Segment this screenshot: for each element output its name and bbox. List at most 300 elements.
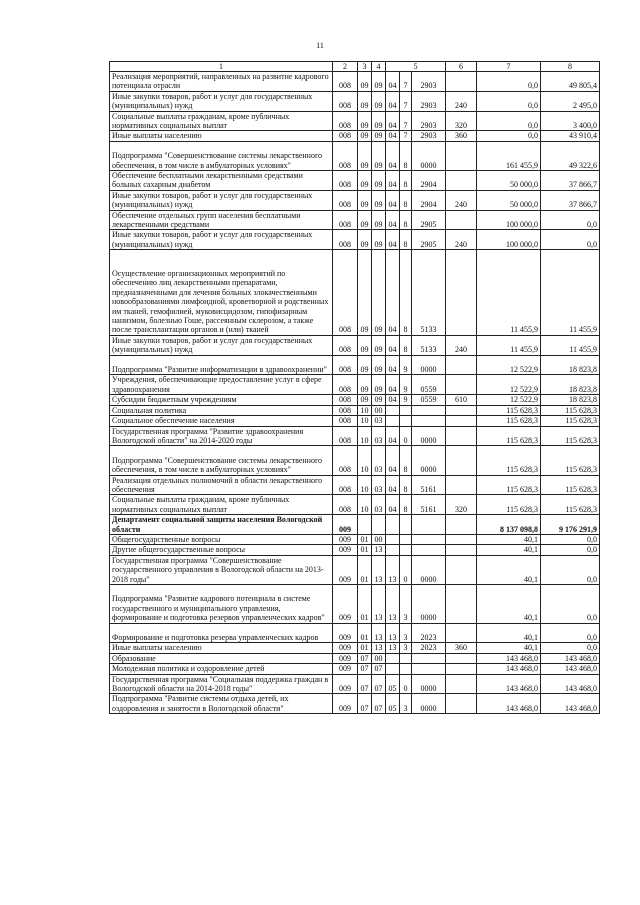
row-subsection-cell: 07 (372, 674, 386, 694)
row-subsection-cell: 13 (372, 555, 386, 584)
row-section-cell: 07 (358, 664, 372, 674)
row-subsection-cell: 09 (372, 355, 386, 375)
row-name-cell: Социальные выплаты гражданам, кроме публичных нормативных социальных выплат (110, 495, 333, 515)
row-program-code-cell: 04 (386, 426, 400, 446)
row-expense-type-cell (446, 555, 477, 584)
row-sum-2015-cell: 11 455,9 (541, 250, 600, 336)
table-row (110, 674, 600, 694)
row-subsection-cell: 09 (372, 171, 386, 191)
row-sum-2015-cell: 2 495,0 (541, 91, 600, 111)
row-expense-type-cell (446, 694, 477, 714)
row-name-cell: Подпрограмма "Развитие системы отдыха детей, их оздоровления и занятости в Вологодской области" (110, 694, 333, 714)
row-subprogram-code-cell: 8 (400, 230, 412, 250)
table-row (110, 643, 600, 653)
row-name-cell: Подпрограмма "Развитие кадрового потенциала в системе государственного и муниципального управления, формирование и подготовка резервов управленческих кадров" (110, 584, 333, 623)
row-expense-type-cell (446, 515, 477, 535)
row-section-cell: 09 (358, 171, 372, 191)
row-sum-2014-cell: 100 000,0 (477, 230, 541, 250)
row-sum-2014-cell: 143 468,0 (477, 694, 541, 714)
row-department-cell: 008 (333, 405, 358, 415)
row-sum-2015-cell: 115 628,3 (541, 446, 600, 475)
row-department-cell: 008 (333, 171, 358, 191)
row-subprogram-code-cell (400, 534, 412, 544)
row-program-code-cell: 04 (386, 355, 400, 375)
row-sum-2014-cell: 12 522,9 (477, 395, 541, 405)
row-expense-type-cell (446, 475, 477, 495)
table-row (110, 545, 600, 555)
row-sum-2015-cell: 0,0 (541, 555, 600, 584)
row-section-cell: 09 (358, 375, 372, 395)
row-section-cell: 01 (358, 643, 372, 653)
table-row (110, 141, 600, 170)
row-name-cell: Реализация мероприятий, направленных на развитие кадрового потенциала отрасли (110, 72, 333, 92)
row-name-cell: Реализация отдельных полномочий в области лекарственного обеспечения (110, 475, 333, 495)
row-direction-code-cell (412, 664, 446, 674)
row-name-cell: Иные закупки товаров, работ и услуг для государственных (муниципальных) нужд (110, 190, 333, 210)
table-row (110, 584, 600, 623)
row-subprogram-code-cell (400, 515, 412, 535)
row-department-cell: 008 (333, 250, 358, 336)
row-direction-code-cell: 2023 (412, 643, 446, 653)
row-program-code-cell: 04 (386, 230, 400, 250)
row-department-cell: 008 (333, 335, 358, 355)
row-sum-2015-cell: 3 400,0 (541, 111, 600, 131)
row-department-cell: 008 (333, 395, 358, 405)
row-direction-code-cell: 2905 (412, 210, 446, 230)
row-program-code-cell (386, 416, 400, 426)
row-subprogram-code-cell: 9 (400, 355, 412, 375)
row-direction-code-cell (412, 534, 446, 544)
row-sum-2014-cell: 50 000,0 (477, 171, 541, 191)
row-section-cell: 09 (358, 72, 372, 92)
row-expense-type-cell (446, 664, 477, 674)
row-direction-code-cell: 0000 (412, 355, 446, 375)
row-section-cell: 09 (358, 131, 372, 141)
row-section-cell: 10 (358, 495, 372, 515)
row-name-cell: Социальное обеспечение населения (110, 416, 333, 426)
row-department-cell: 008 (333, 141, 358, 170)
row-sum-2015-cell: 115 628,3 (541, 426, 600, 446)
row-sum-2014-cell: 161 455,9 (477, 141, 541, 170)
row-subsection-cell: 03 (372, 475, 386, 495)
row-sum-2014-cell: 12 522,9 (477, 355, 541, 375)
budget-table (109, 61, 600, 714)
row-subsection-cell: 13 (372, 643, 386, 653)
row-subsection-cell: 03 (372, 416, 386, 426)
row-subsection-cell: 03 (372, 426, 386, 446)
row-name-cell: Другие общегосударственные вопросы (110, 545, 333, 555)
row-sum-2015-cell: 115 628,3 (541, 405, 600, 415)
row-sum-2014-cell: 50 000,0 (477, 190, 541, 210)
row-subprogram-code-cell: 8 (400, 141, 412, 170)
row-section-cell: 09 (358, 141, 372, 170)
row-program-code-cell: 04 (386, 190, 400, 210)
row-name-cell: Социальные выплаты гражданам, кроме публичных нормативных социальных выплат (110, 111, 333, 131)
row-expense-type-cell (446, 623, 477, 643)
row-expense-type-cell (446, 72, 477, 92)
header-cell: 1 (110, 62, 333, 72)
row-sum-2015-cell: 18 823,8 (541, 375, 600, 395)
table-row (110, 111, 600, 131)
row-program-code-cell: 05 (386, 674, 400, 694)
row-subprogram-code-cell: 7 (400, 72, 412, 92)
row-expense-type-cell (446, 250, 477, 336)
row-subsection-cell: 09 (372, 111, 386, 131)
row-direction-code-cell: 2904 (412, 190, 446, 210)
row-sum-2015-cell: 115 628,3 (541, 416, 600, 426)
row-subprogram-code-cell: 8 (400, 190, 412, 210)
row-sum-2015-cell: 143 468,0 (541, 674, 600, 694)
row-name-cell: Государственная программа "Совершенствование государственного управления в Вологодской области на 2013-2018 годы" (110, 555, 333, 584)
row-program-code-cell (386, 653, 400, 663)
row-subsection-cell: 00 (372, 534, 386, 544)
table-row (110, 355, 600, 375)
row-expense-type-cell: 320 (446, 495, 477, 515)
row-section-cell: 10 (358, 405, 372, 415)
row-sum-2014-cell: 40,1 (477, 643, 541, 653)
row-subprogram-code-cell: 8 (400, 495, 412, 515)
table-row (110, 475, 600, 495)
row-name-cell: Подпрограмма "Совершенствование системы лекарственного обеспечения, в том числе в амбулаторных условиях" (110, 141, 333, 170)
row-name-cell: Государственная программа "Развитие здравоохранения Вологодской области" на 2014-2020 годы (110, 426, 333, 446)
row-section-cell: 07 (358, 674, 372, 694)
row-section-cell: 10 (358, 416, 372, 426)
row-expense-type-cell: 360 (446, 131, 477, 141)
row-department-cell: 009 (333, 623, 358, 643)
row-sum-2014-cell: 115 628,3 (477, 446, 541, 475)
row-direction-code-cell (412, 653, 446, 663)
row-department-cell: 009 (333, 694, 358, 714)
row-sum-2014-cell: 0,0 (477, 111, 541, 131)
row-subprogram-code-cell: 8 (400, 475, 412, 495)
row-direction-code-cell: 0000 (412, 694, 446, 714)
row-expense-type-cell (446, 426, 477, 446)
row-section-cell: 09 (358, 355, 372, 375)
table-row (110, 72, 600, 92)
row-expense-type-cell (446, 545, 477, 555)
row-sum-2015-cell: 0,0 (541, 210, 600, 230)
row-direction-code-cell: 2903 (412, 131, 446, 141)
row-subsection-cell: 13 (372, 545, 386, 555)
row-name-cell: Государственная программа "Социальная поддержка граждан в Вологодской области на 2014-2018 годы" (110, 674, 333, 694)
row-name-cell: Иные закупки товаров, работ и услуг для государственных (муниципальных) нужд (110, 230, 333, 250)
row-name-cell: Обеспечение отдельных групп населения бесплатными лекарственными средствами (110, 210, 333, 230)
table-row (110, 250, 600, 336)
row-program-code-cell: 04 (386, 395, 400, 405)
row-name-cell: Подпрограмма "Развитие информатизации в здравоохранении" (110, 355, 333, 375)
row-sum-2015-cell: 0,0 (541, 545, 600, 555)
row-program-code-cell: 04 (386, 250, 400, 336)
row-section-cell: 01 (358, 534, 372, 544)
row-sum-2014-cell: 143 468,0 (477, 664, 541, 674)
row-subprogram-code-cell (400, 405, 412, 415)
table-row (110, 131, 600, 141)
row-sum-2014-cell: 115 628,3 (477, 416, 541, 426)
row-sum-2014-cell: 11 455,9 (477, 250, 541, 336)
row-name-cell: Иные закупки товаров, работ и услуг для государственных (муниципальных) нужд (110, 91, 333, 111)
row-sum-2015-cell: 143 468,0 (541, 653, 600, 663)
row-sum-2015-cell: 49 322,6 (541, 141, 600, 170)
row-sum-2015-cell: 18 823,8 (541, 395, 600, 405)
row-direction-code-cell (412, 545, 446, 555)
row-expense-type-cell (446, 653, 477, 663)
row-subprogram-code-cell: 8 (400, 446, 412, 475)
header-cell: 7 (477, 62, 541, 72)
row-sum-2014-cell: 143 468,0 (477, 653, 541, 663)
row-sum-2015-cell: 37 866,7 (541, 190, 600, 210)
row-section-cell: 01 (358, 623, 372, 643)
table-row (110, 395, 600, 405)
row-sum-2014-cell: 0,0 (477, 72, 541, 92)
row-subsection-cell: 09 (372, 375, 386, 395)
row-sum-2015-cell: 143 468,0 (541, 694, 600, 714)
row-sum-2015-cell: 0,0 (541, 584, 600, 623)
table-row (110, 664, 600, 674)
row-direction-code-cell: 5161 (412, 495, 446, 515)
row-section-cell: 07 (358, 653, 372, 663)
row-subsection-cell: 03 (372, 446, 386, 475)
page-number: 11 (316, 41, 324, 50)
row-expense-type-cell (446, 355, 477, 375)
row-direction-code-cell: 2023 (412, 623, 446, 643)
row-name-cell: Учреждения, обеспечивающие предоставление услуг в сфере здравоохранения (110, 375, 333, 395)
header-cell: 4 (372, 62, 386, 72)
row-subsection-cell (372, 515, 386, 535)
row-direction-code-cell: 0559 (412, 375, 446, 395)
row-sum-2014-cell: 143 468,0 (477, 674, 541, 694)
row-section-cell: 07 (358, 694, 372, 714)
row-name-cell: Осуществление организационных мероприятий по обеспечению лиц лекарственными препаратами, предназначенными для лечения больных злокачественными новообразованиями лимфоидной, кроветворной и родственных им тканей, гемофилией, муковисцидозом, гипофизарным нанизмом, болезнью Гоше, рассеянным склерозом, а также после трансплантации органов и (или) тканей (110, 250, 333, 336)
row-program-code-cell: 13 (386, 623, 400, 643)
row-sum-2014-cell: 100 000,0 (477, 210, 541, 230)
row-department-cell: 008 (333, 446, 358, 475)
row-department-cell: 008 (333, 190, 358, 210)
row-sum-2015-cell: 115 628,3 (541, 495, 600, 515)
row-department-cell: 008 (333, 131, 358, 141)
row-sum-2015-cell: 9 176 291,9 (541, 515, 600, 535)
row-program-code-cell: 04 (386, 446, 400, 475)
row-name-cell: Департамент социальной защиты населения Вологодской области (110, 515, 333, 535)
row-section-cell: 09 (358, 190, 372, 210)
table-header-row (110, 62, 600, 72)
row-subsection-cell: 09 (372, 91, 386, 111)
table-row (110, 190, 600, 210)
row-program-code-cell: 04 (386, 171, 400, 191)
row-subprogram-code-cell: 8 (400, 171, 412, 191)
table-row (110, 623, 600, 643)
row-section-cell: 09 (358, 91, 372, 111)
row-department-cell: 008 (333, 210, 358, 230)
row-department-cell: 008 (333, 230, 358, 250)
row-section-cell: 09 (358, 230, 372, 250)
row-expense-type-cell: 610 (446, 395, 477, 405)
row-program-code-cell: 04 (386, 141, 400, 170)
row-sum-2015-cell: 0,0 (541, 643, 600, 653)
row-expense-type-cell: 320 (446, 111, 477, 131)
row-subsection-cell: 09 (372, 131, 386, 141)
row-direction-code-cell: 5133 (412, 250, 446, 336)
row-name-cell: Подпрограмма "Совершенствование системы лекарственного обеспечения, в том числе в амбулаторных условиях" (110, 446, 333, 475)
row-name-cell: Социальная политика (110, 405, 333, 415)
row-direction-code-cell: 5133 (412, 335, 446, 355)
row-subsection-cell: 13 (372, 584, 386, 623)
row-department-cell: 009 (333, 653, 358, 663)
table-row (110, 335, 600, 355)
row-department-cell: 008 (333, 416, 358, 426)
header-cell: 5 (386, 62, 446, 72)
row-department-cell: 008 (333, 375, 358, 395)
row-department-cell: 008 (333, 426, 358, 446)
header-cell: 2 (333, 62, 358, 72)
row-subprogram-code-cell: 3 (400, 584, 412, 623)
header-cell: 6 (446, 62, 477, 72)
row-expense-type-cell (446, 584, 477, 623)
table-row (110, 210, 600, 230)
table-row (110, 416, 600, 426)
row-sum-2015-cell: 11 455,9 (541, 335, 600, 355)
row-section-cell: 10 (358, 475, 372, 495)
row-section-cell: 01 (358, 545, 372, 555)
table-row (110, 555, 600, 584)
row-program-code-cell: 04 (386, 91, 400, 111)
row-sum-2014-cell: 40,1 (477, 555, 541, 584)
row-subsection-cell: 09 (372, 72, 386, 92)
row-program-code-cell (386, 664, 400, 674)
row-direction-code-cell (412, 515, 446, 535)
row-subprogram-code-cell: 8 (400, 250, 412, 336)
row-name-cell: Иные закупки товаров, работ и услуг для государственных (муниципальных) нужд (110, 335, 333, 355)
row-subsection-cell: 07 (372, 664, 386, 674)
row-department-cell: 008 (333, 111, 358, 131)
row-program-code-cell: 04 (386, 475, 400, 495)
table-row (110, 534, 600, 544)
table-row (110, 694, 600, 714)
row-sum-2014-cell: 115 628,3 (477, 475, 541, 495)
row-direction-code-cell (412, 405, 446, 415)
row-direction-code-cell: 2904 (412, 171, 446, 191)
table-row (110, 171, 600, 191)
table-body (110, 72, 600, 714)
table-row (110, 375, 600, 395)
row-name-cell: Обеспечение бесплатными лекарственными средствами больных сахарным диабетом (110, 171, 333, 191)
table-row (110, 653, 600, 663)
row-section-cell: 01 (358, 584, 372, 623)
table-row (110, 515, 600, 535)
row-expense-type-cell (446, 141, 477, 170)
row-section-cell: 09 (358, 395, 372, 405)
row-program-code-cell: 04 (386, 495, 400, 515)
row-program-code-cell: 13 (386, 643, 400, 653)
row-sum-2015-cell: 0,0 (541, 534, 600, 544)
row-subsection-cell: 00 (372, 653, 386, 663)
row-department-cell: 008 (333, 72, 358, 92)
row-sum-2015-cell: 0,0 (541, 230, 600, 250)
row-section-cell: 10 (358, 446, 372, 475)
row-program-code-cell: 05 (386, 694, 400, 714)
row-direction-code-cell: 0000 (412, 584, 446, 623)
row-expense-type-cell (446, 446, 477, 475)
row-section-cell: 10 (358, 426, 372, 446)
row-subsection-cell: 09 (372, 250, 386, 336)
row-direction-code-cell: 0000 (412, 555, 446, 584)
row-sum-2014-cell: 40,1 (477, 534, 541, 544)
row-expense-type-cell (446, 171, 477, 191)
row-expense-type-cell: 240 (446, 335, 477, 355)
row-sum-2015-cell: 143 468,0 (541, 664, 600, 674)
row-program-code-cell (386, 405, 400, 415)
row-direction-code-cell (412, 416, 446, 426)
row-subprogram-code-cell: 0 (400, 555, 412, 584)
row-name-cell: Субсидии бюджетным учреждениям (110, 395, 333, 405)
table-row (110, 91, 600, 111)
row-program-code-cell (386, 515, 400, 535)
row-department-cell: 009 (333, 674, 358, 694)
row-direction-code-cell: 0000 (412, 426, 446, 446)
row-subsection-cell: 09 (372, 395, 386, 405)
row-department-cell: 008 (333, 475, 358, 495)
row-subsection-cell: 09 (372, 210, 386, 230)
row-program-code-cell (386, 545, 400, 555)
row-sum-2014-cell: 40,1 (477, 545, 541, 555)
row-subprogram-code-cell: 7 (400, 131, 412, 141)
row-sum-2015-cell: 18 823,8 (541, 355, 600, 375)
row-subprogram-code-cell: 7 (400, 111, 412, 131)
row-name-cell: Формирование и подготовка резерва управленческих кадров (110, 623, 333, 643)
row-program-code-cell: 13 (386, 555, 400, 584)
row-subprogram-code-cell: 8 (400, 210, 412, 230)
row-direction-code-cell: 0000 (412, 141, 446, 170)
row-subprogram-code-cell: 9 (400, 395, 412, 405)
row-subsection-cell: 09 (372, 335, 386, 355)
row-department-cell: 009 (333, 584, 358, 623)
row-sum-2015-cell: 37 866,7 (541, 171, 600, 191)
header-cell: 3 (358, 62, 372, 72)
row-direction-code-cell: 2903 (412, 91, 446, 111)
row-expense-type-cell: 240 (446, 91, 477, 111)
row-expense-type-cell: 360 (446, 643, 477, 653)
table-row (110, 405, 600, 415)
row-expense-type-cell (446, 534, 477, 544)
row-department-cell: 009 (333, 664, 358, 674)
row-sum-2015-cell: 43 910,4 (541, 131, 600, 141)
row-subprogram-code-cell (400, 653, 412, 663)
row-department-cell: 008 (333, 355, 358, 375)
row-sum-2014-cell: 8 137 098,8 (477, 515, 541, 535)
row-subprogram-code-cell: 0 (400, 674, 412, 694)
row-subsection-cell: 09 (372, 190, 386, 210)
row-sum-2015-cell: 0,0 (541, 623, 600, 643)
row-program-code-cell: 04 (386, 111, 400, 131)
row-section-cell (358, 515, 372, 535)
row-direction-code-cell: 2903 (412, 72, 446, 92)
row-direction-code-cell: 0000 (412, 674, 446, 694)
row-department-cell: 008 (333, 495, 358, 515)
row-subprogram-code-cell (400, 664, 412, 674)
table-row (110, 495, 600, 515)
row-subsection-cell: 09 (372, 230, 386, 250)
row-expense-type-cell (446, 674, 477, 694)
row-section-cell: 09 (358, 250, 372, 336)
row-subprogram-code-cell: 8 (400, 335, 412, 355)
row-direction-code-cell: 5161 (412, 475, 446, 495)
row-subsection-cell: 07 (372, 694, 386, 714)
row-department-cell: 009 (333, 643, 358, 653)
row-subprogram-code-cell: 3 (400, 694, 412, 714)
row-department-cell: 008 (333, 91, 358, 111)
row-direction-code-cell: 2903 (412, 111, 446, 131)
row-subprogram-code-cell: 7 (400, 91, 412, 111)
row-subsection-cell: 09 (372, 141, 386, 170)
